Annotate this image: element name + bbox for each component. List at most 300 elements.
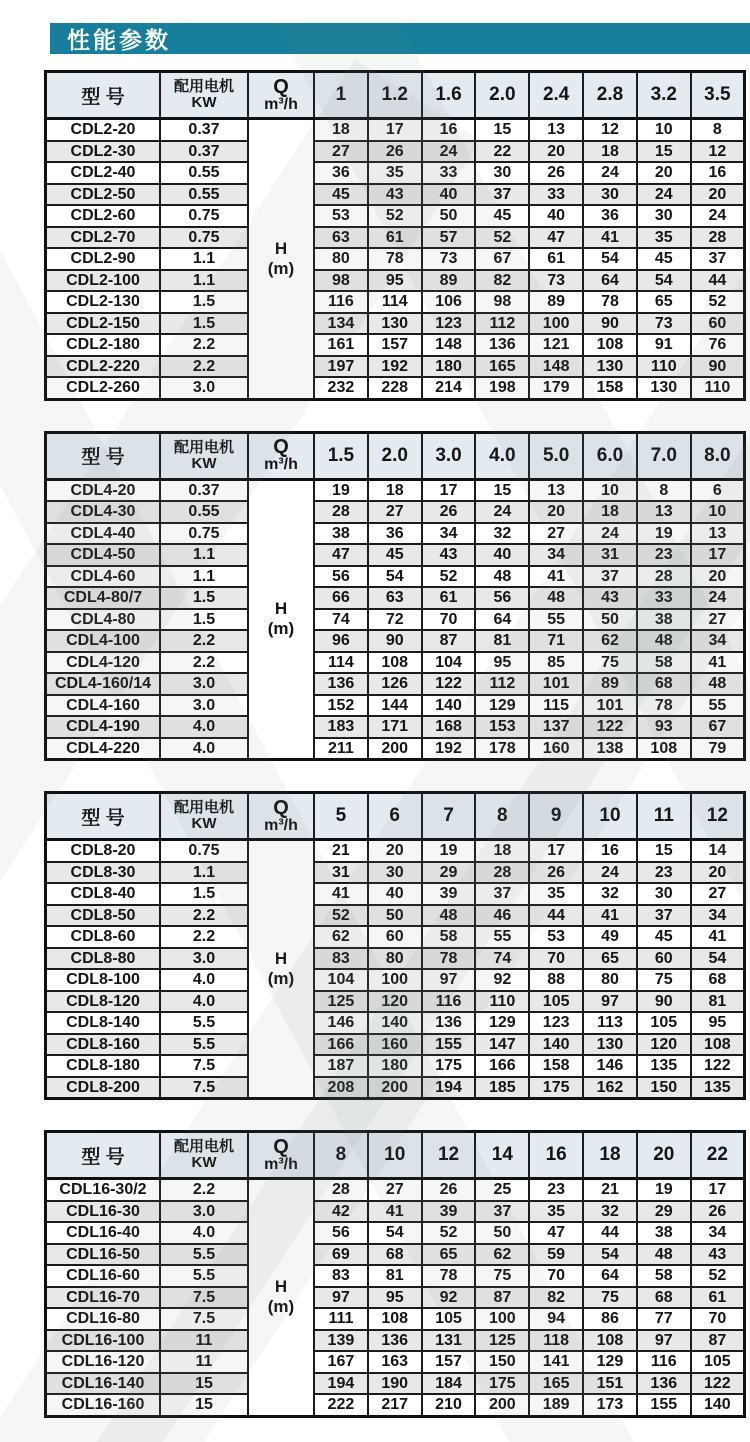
head-value-cell: 173: [583, 1394, 637, 1416]
head-value-cell: 61: [529, 248, 583, 270]
head-value-cell: 58: [637, 1265, 691, 1287]
head-value-cell: 146: [583, 1055, 637, 1077]
head-value-cell: 41: [691, 652, 745, 674]
table-row: [46, 1351, 745, 1373]
head-value-cell: 70: [529, 948, 583, 970]
motor-kw-cell: 7.5: [160, 1287, 248, 1309]
head-value-cell: 40: [422, 184, 476, 206]
head-value-cell: 97: [583, 991, 637, 1013]
head-value-cell: 37: [691, 248, 745, 270]
head-value-cell: 228: [368, 377, 422, 399]
head-value-cell: 24: [583, 523, 637, 545]
head-value-cell: 36: [583, 205, 637, 227]
head-value-cell: 15: [637, 141, 691, 163]
head-value-cell: 151: [583, 1373, 637, 1395]
q-unit: m³/h: [264, 1155, 298, 1173]
head-value-cell: 26: [368, 141, 422, 163]
head-value-cell: 75: [637, 969, 691, 991]
head-value-cell: 101: [583, 695, 637, 717]
head-value-cell: 41: [583, 227, 637, 249]
head-value-cell: 69: [314, 1244, 368, 1266]
col-header-motor-kw: [160, 432, 248, 479]
head-value-cell: 67: [691, 716, 745, 738]
head-value-cell: 98: [314, 270, 368, 292]
head-value-cell: 100: [368, 969, 422, 991]
head-value-cell: 79: [691, 738, 745, 760]
head-value-cell: 37: [475, 883, 529, 905]
motor-kw-cell: 1.5: [160, 313, 248, 335]
performance-table-cdl4: [44, 431, 746, 762]
head-value-cell: 40: [475, 544, 529, 566]
head-value-cell: 93: [637, 716, 691, 738]
head-value-cell: 157: [368, 334, 422, 356]
flow-col-header: 6: [368, 793, 422, 840]
motor-kw-cell: 2.2: [160, 905, 248, 927]
head-value-cell: 197: [314, 356, 368, 378]
model-cell: CDL2-20: [46, 119, 161, 141]
motor-kw-cell: 5.5: [160, 1265, 248, 1287]
motor-kw-cell: 3.0: [160, 1201, 248, 1223]
head-value-cell: 110: [475, 991, 529, 1013]
head-value-cell: 180: [368, 1055, 422, 1077]
head-value-cell: 96: [314, 630, 368, 652]
head-value-cell: 29: [637, 1201, 691, 1223]
head-value-cell: 52: [691, 291, 745, 313]
head-value-cell: 30: [637, 205, 691, 227]
head-value-cell: 81: [368, 1265, 422, 1287]
head-value-cell: 135: [691, 1077, 745, 1099]
head-value-cell: 120: [368, 991, 422, 1013]
flow-col-header: 12: [422, 1132, 476, 1179]
head-value-cell: 134: [314, 313, 368, 335]
head-value-cell: 27: [314, 141, 368, 163]
head-value-cell: 122: [691, 1055, 745, 1077]
head-value-cell: 73: [422, 248, 476, 270]
h-symbol: H: [274, 1277, 288, 1297]
col-header-model: 型 号: [46, 432, 161, 479]
motor-kw-cell: 0.75: [160, 227, 248, 249]
head-value-cell: 80: [583, 969, 637, 991]
head-value-cell: 36: [314, 162, 368, 184]
motor-kw-cell: 2.2: [160, 1179, 248, 1201]
head-value-cell: 24: [691, 587, 745, 609]
head-value-cell: 82: [529, 1287, 583, 1309]
table-row: [46, 1330, 745, 1352]
table-row: [46, 1012, 745, 1034]
head-value-cell: 37: [583, 566, 637, 588]
head-value-cell: 17: [691, 1179, 745, 1201]
table-row: [46, 227, 745, 249]
col-header-model: 型 号: [46, 72, 161, 119]
model-cell: CDL8-80: [46, 948, 161, 970]
motor-kw-cell: 0.37: [160, 479, 248, 501]
head-value-cell: 47: [314, 544, 368, 566]
head-value-cell: 13: [637, 501, 691, 523]
head-value-cell: 30: [637, 883, 691, 905]
head-value-cell: 64: [583, 1265, 637, 1287]
table-row: [46, 356, 745, 378]
head-value-cell: 32: [475, 523, 529, 545]
head-value-cell: 110: [691, 377, 745, 399]
head-value-cell: 147: [475, 1034, 529, 1056]
head-value-cell: 66: [314, 587, 368, 609]
flow-col-header: 1: [314, 72, 368, 119]
head-value-cell: 52: [475, 227, 529, 249]
model-cell: CDL8-140: [46, 1012, 161, 1034]
model-cell: CDL4-220: [46, 738, 161, 760]
head-value-cell: 78: [422, 948, 476, 970]
head-value-cell: 100: [529, 313, 583, 335]
head-value-cell: 58: [637, 652, 691, 674]
head-value-cell: 153: [475, 716, 529, 738]
head-value-cell: 62: [314, 926, 368, 948]
head-value-cell: 113: [583, 1012, 637, 1034]
table-row: [46, 1244, 745, 1266]
motor-kw-cell: 1.1: [160, 270, 248, 292]
head-value-cell: 31: [583, 544, 637, 566]
head-value-cell: 194: [422, 1077, 476, 1099]
head-value-cell: 95: [368, 1287, 422, 1309]
motor-label: 配用电机: [173, 799, 234, 816]
model-cell: CDL4-30: [46, 501, 161, 523]
head-value-cell: 64: [583, 270, 637, 292]
head-value-cell: 104: [314, 969, 368, 991]
head-value-cell: 41: [691, 926, 745, 948]
model-cell: CDL2-180: [46, 334, 161, 356]
head-value-cell: 17: [422, 479, 476, 501]
table-row: [46, 248, 745, 270]
head-value-cell: 49: [583, 926, 637, 948]
table-row: [46, 905, 745, 927]
head-value-cell: 158: [583, 377, 637, 399]
head-value-cell: 8: [691, 119, 745, 141]
model-cell: CDL2-40: [46, 162, 161, 184]
head-value-cell: 122: [583, 716, 637, 738]
head-value-cell: 184: [422, 1373, 476, 1395]
head-value-cell: 175: [475, 1373, 529, 1395]
head-value-cell: 20: [691, 862, 745, 884]
head-value-cell: 74: [314, 609, 368, 631]
flow-col-header: 11: [637, 793, 691, 840]
motor-kw-cell: 0.75: [160, 840, 248, 862]
head-value-cell: 140: [529, 1034, 583, 1056]
head-value-cell: 53: [314, 205, 368, 227]
motor-unit: KW: [191, 815, 217, 832]
head-value-cell: 26: [422, 501, 476, 523]
table-row: [46, 184, 745, 206]
head-value-cell: 61: [368, 227, 422, 249]
head-value-cell: 25: [475, 1179, 529, 1201]
spec-sheet-page: [0, 23, 750, 1442]
head-value-cell: 73: [637, 313, 691, 335]
flow-col-header: 16: [529, 1132, 583, 1179]
head-value-cell: 146: [314, 1012, 368, 1034]
motor-kw-cell: 2.2: [160, 334, 248, 356]
head-value-cell: 16: [691, 162, 745, 184]
tables-area: [44, 70, 746, 1418]
flow-col-header: 9: [529, 793, 583, 840]
motor-kw-cell: 1.5: [160, 291, 248, 313]
head-value-cell: 89: [422, 270, 476, 292]
model-cell: CDL16-120: [46, 1351, 161, 1373]
q-symbol: Q: [273, 75, 289, 98]
table-row: [46, 673, 745, 695]
head-unit-cell: [248, 119, 314, 400]
h-symbol: H: [274, 599, 288, 619]
head-value-cell: 95: [368, 270, 422, 292]
head-value-cell: 24: [637, 184, 691, 206]
head-value-cell: 20: [529, 141, 583, 163]
flow-col-header: 2.0: [475, 72, 529, 119]
head-value-cell: 34: [529, 544, 583, 566]
table-row: [46, 695, 745, 717]
head-value-cell: 89: [583, 673, 637, 695]
head-value-cell: 45: [637, 926, 691, 948]
head-value-cell: 37: [475, 184, 529, 206]
head-value-cell: 14: [691, 840, 745, 862]
head-value-cell: 56: [314, 566, 368, 588]
motor-kw-cell: 1.5: [160, 587, 248, 609]
head-value-cell: 198: [475, 377, 529, 399]
flow-col-header: 5.0: [529, 432, 583, 479]
head-value-cell: 136: [368, 1330, 422, 1352]
head-value-cell: 112: [475, 673, 529, 695]
head-value-cell: 63: [314, 227, 368, 249]
head-value-cell: 34: [422, 523, 476, 545]
q-symbol: Q: [273, 1135, 289, 1158]
head-value-cell: 20: [368, 840, 422, 862]
head-value-cell: 210: [422, 1394, 476, 1416]
q-symbol: Q: [273, 436, 289, 458]
head-value-cell: 136: [314, 673, 368, 695]
head-value-cell: 50: [422, 205, 476, 227]
head-value-cell: 10: [583, 479, 637, 501]
head-value-cell: 13: [691, 523, 745, 545]
model-cell: CDL16-80: [46, 1308, 161, 1330]
head-value-cell: 175: [529, 1077, 583, 1099]
head-value-cell: 105: [529, 991, 583, 1013]
head-value-cell: 29: [422, 862, 476, 884]
head-value-cell: 78: [583, 291, 637, 313]
header-row: [46, 1132, 745, 1179]
head-value-cell: 116: [314, 291, 368, 313]
model-cell: CDL8-50: [46, 905, 161, 927]
head-value-cell: 86: [583, 1308, 637, 1330]
head-value-cell: 24: [422, 141, 476, 163]
motor-kw-cell: 0.37: [160, 141, 248, 163]
flow-col-header: 1.5: [314, 432, 368, 479]
table-row: [46, 652, 745, 674]
head-value-cell: 140: [368, 1012, 422, 1034]
head-value-cell: 28: [637, 566, 691, 588]
head-value-cell: 78: [637, 695, 691, 717]
head-value-cell: 23: [529, 1179, 583, 1201]
model-cell: CDL8-160: [46, 1034, 161, 1056]
head-value-cell: 116: [422, 991, 476, 1013]
head-value-cell: 137: [529, 716, 583, 738]
motor-kw-cell: 4.0: [160, 991, 248, 1013]
head-value-cell: 26: [529, 162, 583, 184]
head-value-cell: 15: [637, 840, 691, 862]
motor-label: 配用电机: [173, 78, 234, 95]
head-value-cell: 21: [583, 1179, 637, 1201]
model-cell: CDL2-30: [46, 141, 161, 163]
head-value-cell: 125: [314, 991, 368, 1013]
head-value-cell: 24: [583, 162, 637, 184]
table-row: [46, 738, 745, 760]
head-value-cell: 81: [475, 630, 529, 652]
motor-kw-cell: 4.0: [160, 738, 248, 760]
motor-unit: KW: [191, 94, 217, 111]
head-value-cell: 52: [422, 566, 476, 588]
model-cell: CDL16-140: [46, 1373, 161, 1395]
head-value-cell: 95: [475, 652, 529, 674]
motor-kw-cell: 4.0: [160, 1222, 248, 1244]
head-value-cell: 54: [691, 948, 745, 970]
motor-kw-cell: 1.5: [160, 883, 248, 905]
head-value-cell: 83: [314, 948, 368, 970]
motor-label: 配用电机: [173, 438, 234, 456]
page-title: 性能参数: [67, 27, 171, 53]
head-value-cell: 190: [368, 1373, 422, 1395]
head-value-cell: 6: [691, 479, 745, 501]
head-value-cell: 15: [475, 119, 529, 141]
model-cell: CDL8-200: [46, 1077, 161, 1099]
head-value-cell: 138: [583, 738, 637, 760]
model-cell: CDL8-40: [46, 883, 161, 905]
head-value-cell: 185: [475, 1077, 529, 1099]
head-value-cell: 101: [529, 673, 583, 695]
head-value-cell: 54: [368, 566, 422, 588]
flow-col-header: 2.4: [529, 72, 583, 119]
model-cell: CDL2-50: [46, 184, 161, 206]
head-value-cell: 129: [583, 1351, 637, 1373]
head-value-cell: 152: [314, 695, 368, 717]
performance-table-cdl2: [44, 70, 746, 401]
motor-kw-cell: 1.5: [160, 609, 248, 631]
head-value-cell: 43: [691, 1244, 745, 1266]
head-unit-cell: [248, 840, 314, 1099]
motor-kw-cell: 15: [160, 1373, 248, 1395]
head-value-cell: 130: [368, 313, 422, 335]
col-header-flow-q: [248, 793, 314, 840]
head-value-cell: 211: [314, 738, 368, 760]
head-value-cell: 18: [368, 479, 422, 501]
head-value-cell: 32: [583, 883, 637, 905]
motor-kw-cell: 4.0: [160, 716, 248, 738]
head-value-cell: 33: [637, 587, 691, 609]
head-value-cell: 87: [475, 1287, 529, 1309]
table-row: [46, 716, 745, 738]
flow-col-header: 6.0: [583, 432, 637, 479]
model-cell: CDL4-190: [46, 716, 161, 738]
head-value-cell: 200: [475, 1394, 529, 1416]
head-value-cell: 62: [475, 1244, 529, 1266]
q-unit: m³/h: [264, 95, 298, 113]
flow-col-header: 2.0: [368, 432, 422, 479]
head-value-cell: 40: [529, 205, 583, 227]
head-value-cell: 80: [368, 948, 422, 970]
head-value-cell: 52: [368, 205, 422, 227]
motor-kw-cell: 3.0: [160, 377, 248, 399]
head-value-cell: 60: [368, 926, 422, 948]
head-value-cell: 20: [529, 501, 583, 523]
head-value-cell: 68: [691, 969, 745, 991]
h-unit: (m): [267, 1297, 295, 1317]
table-row: [46, 1179, 745, 1201]
head-unit-cell: [248, 1179, 314, 1417]
motor-kw-cell: 1.1: [160, 566, 248, 588]
head-value-cell: 30: [368, 862, 422, 884]
head-value-cell: 44: [583, 1222, 637, 1244]
head-unit-cell: [248, 479, 314, 760]
model-cell: CDL4-160: [46, 695, 161, 717]
head-value-cell: 52: [691, 1265, 745, 1287]
head-value-cell: 39: [422, 883, 476, 905]
table-row: [46, 162, 745, 184]
head-value-cell: 52: [314, 905, 368, 927]
flow-col-header: 7.0: [637, 432, 691, 479]
head-value-cell: 136: [475, 334, 529, 356]
motor-kw-cell: 7.5: [160, 1308, 248, 1330]
head-value-cell: 31: [314, 862, 368, 884]
head-value-cell: 192: [368, 356, 422, 378]
model-cell: CDL4-20: [46, 479, 161, 501]
table-row: [46, 926, 745, 948]
head-value-cell: 122: [691, 1373, 745, 1395]
flow-col-header: 3.2: [637, 72, 691, 119]
head-value-cell: 12: [691, 141, 745, 163]
motor-kw-cell: 11: [160, 1330, 248, 1352]
head-value-cell: 28: [314, 501, 368, 523]
model-cell: CDL16-50: [46, 1244, 161, 1266]
head-value-cell: 108: [368, 652, 422, 674]
h-symbol: H: [274, 949, 288, 968]
head-value-cell: 91: [637, 334, 691, 356]
head-value-cell: 13: [529, 119, 583, 141]
model-cell: CDL16-40: [46, 1222, 161, 1244]
head-value-cell: 48: [422, 905, 476, 927]
head-value-cell: 23: [637, 862, 691, 884]
motor-kw-cell: 0.37: [160, 119, 248, 141]
head-value-cell: 13: [529, 479, 583, 501]
head-value-cell: 90: [691, 356, 745, 378]
head-value-cell: 126: [368, 673, 422, 695]
header-row: [46, 432, 745, 479]
motor-kw-cell: 2.2: [160, 926, 248, 948]
motor-kw-cell: 2.2: [160, 652, 248, 674]
col-header-model: 型 号: [46, 793, 161, 840]
head-value-cell: 158: [529, 1055, 583, 1077]
head-value-cell: 83: [314, 1265, 368, 1287]
head-value-cell: 24: [475, 501, 529, 523]
head-value-cell: 208: [314, 1077, 368, 1099]
head-value-cell: 20: [691, 184, 745, 206]
head-value-cell: 105: [637, 1012, 691, 1034]
table-row: [46, 544, 745, 566]
head-value-cell: 53: [529, 926, 583, 948]
table-row: [46, 119, 745, 141]
head-value-cell: 70: [422, 609, 476, 631]
table-row: [46, 523, 745, 545]
head-value-cell: 10: [691, 501, 745, 523]
motor-unit: KW: [191, 454, 217, 472]
head-value-cell: 54: [368, 1222, 422, 1244]
head-value-cell: 187: [314, 1055, 368, 1077]
table-row: [46, 840, 745, 862]
head-value-cell: 194: [314, 1373, 368, 1395]
flow-col-header: 1.2: [368, 72, 422, 119]
